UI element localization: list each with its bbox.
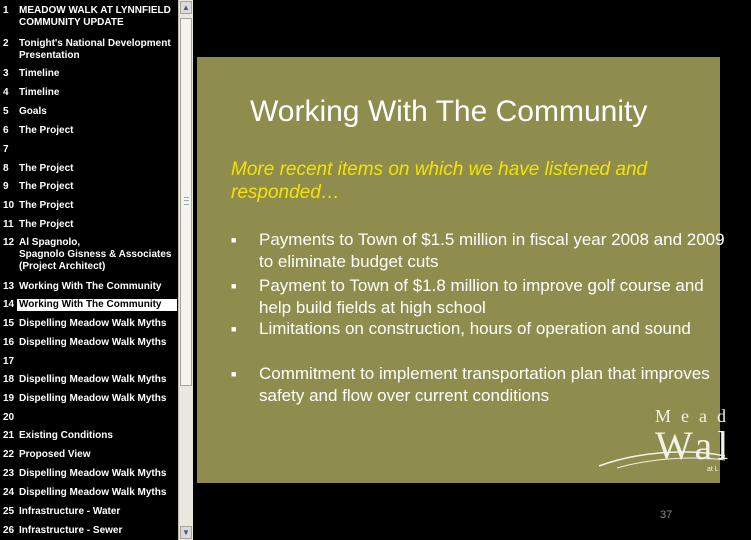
outline-item-title: Goals <box>19 106 47 117</box>
slide-outline-pane <box>0 0 178 540</box>
outline-item-title: The Project <box>19 219 74 230</box>
outline-item-title: The Project <box>19 125 74 136</box>
outline-item-number: 10 <box>3 200 15 211</box>
outline-item-number: 21 <box>3 430 15 441</box>
outline-item-number: 17 <box>3 356 15 367</box>
outline-item-title: Timeline <box>19 87 60 98</box>
bullet-text: Payments to Town of $1.5 million in fiscal year 2008 and 2009 to eliminate budget cuts <box>259 230 725 271</box>
outline-item-number: 9 <box>3 181 9 192</box>
outline-item-number: 26 <box>3 525 15 536</box>
outline-item-title: The Project <box>19 181 74 192</box>
slide-number: 37 <box>660 509 673 521</box>
outline-item-title: Timeline <box>19 68 60 79</box>
outline-item-title: Existing Conditions <box>19 430 113 441</box>
logo-line-1: Mead <box>655 406 736 426</box>
outline-item-title: The Project <box>19 163 74 174</box>
outline-item-number: 6 <box>3 125 9 136</box>
outline-item-title: Dispelling Meadow Walk Myths <box>19 337 167 348</box>
logo-line-2: Wal <box>655 423 734 468</box>
outline-item-number: 13 <box>3 281 15 292</box>
outline-item-number: 4 <box>3 87 9 98</box>
slide-subtitle: More recent items on which we have listened and responded… <box>231 159 648 203</box>
outline-item-title: Dispelling Meadow Walk Myths <box>19 374 167 385</box>
outline-item-title: Proposed View <box>19 449 91 460</box>
outline-item-number: 12 <box>3 237 15 248</box>
outline-item-number: 22 <box>3 449 15 460</box>
scroll-up-button[interactable]: ▲ <box>180 1 192 14</box>
outline-item-title: Dispelling Meadow Walk Myths <box>19 393 167 404</box>
outline-item-title: Infrastructure - Water <box>19 506 121 517</box>
outline-item-title: MEADOW WALK AT LYNNFIELD COMMUNITY UPDATE <box>19 5 171 28</box>
bullet-text: Limitations on construction, hours of operation and sound <box>259 319 691 338</box>
scroll-down-button[interactable]: ▼ <box>180 526 192 539</box>
bullet-icon: ■ <box>231 235 237 245</box>
bullet-icon: ■ <box>231 281 237 291</box>
meadow-walk-logo <box>597 402 737 482</box>
outline-item-number: 23 <box>3 468 15 479</box>
outline-item-number: 7 <box>3 144 9 155</box>
scroll-thumb[interactable] <box>180 18 192 386</box>
outline-item-title: The Project <box>19 200 74 211</box>
outline-item-number: 11 <box>3 219 14 230</box>
outline-item-number: 1 <box>3 5 9 16</box>
bullet-text: Commitment to implement transportation plan that improves safety and flow over current conditions <box>259 364 710 405</box>
outline-item-number: 5 <box>3 106 9 117</box>
outline-item-number: 14 <box>3 299 15 310</box>
outline-item-number: 20 <box>3 412 15 423</box>
outline-item-title: Al Spagnolo, Spagnolo Gisness & Associates (Project Architect) <box>19 237 172 272</box>
slide-canvas <box>197 57 736 483</box>
outline-item-title: Dispelling Meadow Walk Myths <box>19 318 167 329</box>
outline-item-title: Dispelling Meadow Walk Myths <box>19 468 167 479</box>
outline-item-title: Tonight's National Development Presentation <box>19 38 171 61</box>
outline-item-number: 3 <box>3 68 9 79</box>
slide-title: Working With The Community <box>250 95 648 128</box>
outline-item-title: Working With The Community <box>19 281 162 292</box>
logo-subtext: at L <box>707 466 719 473</box>
outline-item-number: 15 <box>3 318 15 329</box>
outline-item-number: 2 <box>3 38 9 49</box>
grip-icon <box>184 197 189 205</box>
bullet-icon: ■ <box>231 324 237 334</box>
outline-item-number: 16 <box>3 337 15 348</box>
outline-item-number: 25 <box>3 506 15 517</box>
outline-item-number: 24 <box>3 487 15 498</box>
outline-item-number: 18 <box>3 374 15 385</box>
outline-item-title: Working With The Community <box>17 299 177 311</box>
outline-item-number: 8 <box>3 163 9 174</box>
pane-divider[interactable] <box>193 0 196 540</box>
outline-item-title: Infrastructure - Sewer <box>19 525 123 536</box>
bullet-text: Payment to Town of $1.8 million to improve golf course and help build fields at high school <box>259 276 704 317</box>
outline-scrollbar[interactable] <box>178 0 193 540</box>
bullet-icon: ■ <box>231 369 237 379</box>
outline-item-title: Dispelling Meadow Walk Myths <box>19 487 167 498</box>
outline-item-number: 19 <box>3 393 15 404</box>
